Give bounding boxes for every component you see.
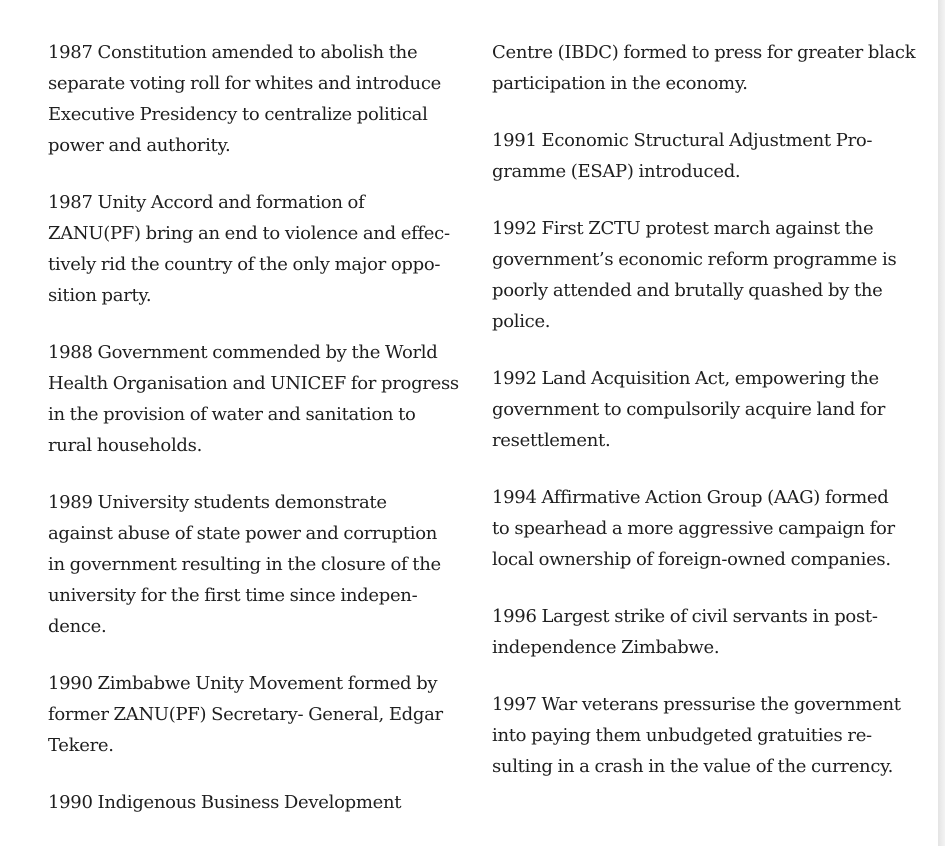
- left-column: [48, 37, 459, 844]
- text-line: sulting in a crash in the value of the currency.: [492, 756, 894, 777]
- timeline-entry: [492, 689, 901, 782]
- text-line: rural households.: [48, 435, 202, 456]
- text-line: ZANU(PF) bring an end to violence and effec-: [48, 223, 450, 244]
- text-line: in the provision of water and sanitation to: [48, 404, 416, 425]
- text-line: resettlement.: [492, 430, 611, 451]
- timeline-entry: [492, 482, 895, 575]
- text-line: against abuse of state power and corruption: [48, 523, 438, 544]
- right-column: [492, 37, 916, 808]
- text-line: local ownership of foreign-owned companies.: [492, 549, 891, 570]
- text-line: 1997 War veterans pressurise the government: [492, 694, 901, 715]
- text-line: dence.: [48, 616, 107, 637]
- text-line: participation in the economy.: [492, 73, 748, 94]
- text-line: Health Organisation and UNICEF for progress: [48, 373, 459, 394]
- text-line: Tekere.: [48, 735, 114, 756]
- text-line: police.: [492, 311, 551, 332]
- text-line: 1987 Constitution amended to abolish the: [48, 42, 418, 63]
- text-line: 1994 Affirmative Action Group (AAG) formed: [492, 487, 889, 508]
- text-line: 1990 Zimbabwe Unity Movement formed by: [48, 673, 438, 694]
- timeline-entry: [492, 125, 892, 187]
- timeline-entry: [492, 601, 892, 663]
- text-line: to spearhead a more aggressive campaign for: [492, 518, 895, 539]
- timeline-entry: [48, 337, 459, 461]
- timeline-entry: [492, 213, 897, 337]
- text-line: government to compulsorily acquire land for: [492, 399, 886, 420]
- timeline-entry: [492, 363, 892, 456]
- timeline-entry: [48, 787, 440, 818]
- text-line: separate voting roll for whites and introduce: [48, 73, 441, 94]
- text-line: tively rid the country of the only major oppo-: [48, 254, 441, 275]
- text-line: in government resulting in the closure of the: [48, 554, 441, 575]
- text-line: power and authority.: [48, 135, 231, 156]
- text-line: 1989 University students demonstrate: [48, 492, 387, 513]
- page-edge-shadow: [938, 0, 945, 846]
- text-line: 1991 Economic Structural Adjustment Pro-: [492, 130, 873, 151]
- timeline-entry: [48, 187, 450, 311]
- timeline-entry: [492, 37, 916, 99]
- text-line: sition party.: [48, 285, 152, 306]
- timeline-entry: [48, 668, 443, 761]
- text-line: 1987 Unity Accord and formation of: [48, 192, 365, 213]
- text-line: independence Zimbabwe.: [492, 637, 720, 658]
- timeline-entry: [48, 487, 440, 642]
- text-line: 1992 Land Acquisition Act, empowering the: [492, 368, 879, 389]
- text-line: Executive Presidency to centralize political: [48, 104, 428, 125]
- text-line: 1992 First ZCTU protest march against the: [492, 218, 874, 239]
- text-line: into paying them unbudgeted gratuities re-: [492, 725, 872, 746]
- text-line: 1988 Government commended by the World: [48, 342, 438, 363]
- text-line: government’s economic reform programme is: [492, 249, 897, 270]
- text-line: former ZANU(PF) Secretary- General, Edgar: [48, 704, 443, 725]
- text-line: poorly attended and brutally quashed by the: [492, 280, 883, 301]
- text-line: university for the first time since indepen-: [48, 585, 418, 606]
- text-line: 1996 Largest strike of civil servants in post-: [492, 606, 878, 627]
- timeline-entry: [48, 37, 440, 161]
- text-line: gramme (ESAP) introduced.: [492, 161, 741, 182]
- text-line: Centre (IBDC) formed to press for greater black: [492, 42, 916, 63]
- text-line: 1990 Indigenous Business Development: [48, 792, 402, 813]
